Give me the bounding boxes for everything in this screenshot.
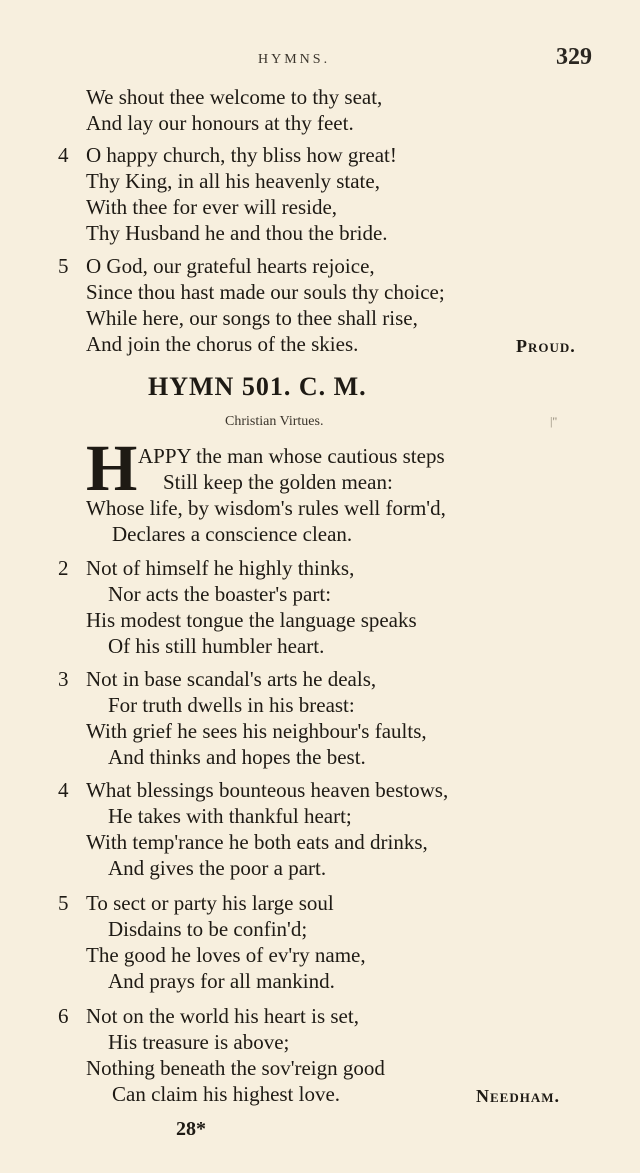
verse-line: With grief he sees his neighbour's faults, bbox=[86, 719, 427, 743]
hymn-subtitle: Christian Virtues. bbox=[225, 414, 324, 429]
page-header bbox=[0, 44, 640, 74]
running-head: HYMNS. bbox=[258, 52, 331, 67]
stanza-number: 5 bbox=[58, 254, 69, 278]
verse-line: For truth dwells in his breast: bbox=[108, 693, 355, 717]
verse-line: The good he loves of ev'ry name, bbox=[86, 943, 366, 967]
verse-line: His modest tongue the language speaks bbox=[86, 608, 417, 632]
verse-line: Declares a conscience clean. bbox=[112, 522, 353, 546]
verse-line: Can claim his highest love. bbox=[112, 1082, 341, 1106]
stanza-number: 5 bbox=[58, 891, 69, 915]
verse-line: O God, our grateful hearts rejoice, bbox=[86, 254, 375, 278]
verse-line: Thy Husband he and thou the bride. bbox=[86, 221, 388, 245]
stanza-number: 4 bbox=[58, 143, 69, 167]
verse-line: And thinks and hopes the best. bbox=[108, 745, 366, 769]
verse-line: To sect or party his large soul bbox=[86, 891, 334, 915]
hymn-title: HYMN 501. C. M. bbox=[148, 372, 367, 401]
verse-line: While here, our songs to thee shall rise, bbox=[86, 306, 418, 330]
verse-line: Thy King, in all his heavenly state, bbox=[86, 169, 380, 193]
stanza-number: 3 bbox=[58, 667, 69, 691]
verse-line: And prays for all mankind. bbox=[108, 969, 335, 993]
verse-line: Not of himself he highly thinks, bbox=[86, 556, 355, 580]
verse-line: APPY the man whose cautious steps bbox=[138, 444, 445, 468]
verse-line: O happy church, thy bliss how great! bbox=[86, 143, 397, 167]
verse-line: Still keep the golden mean: bbox=[163, 470, 393, 494]
verse-line: And gives the poor a part. bbox=[108, 856, 327, 880]
verse-line: Whose life, by wisdom's rules well form'd, bbox=[86, 496, 446, 520]
verse-line: Not in base scandal's arts he deals, bbox=[86, 667, 377, 691]
verse-line: And lay our honours at thy feet. bbox=[86, 111, 354, 135]
verse-line: Of his still humbler heart. bbox=[108, 634, 325, 658]
verse-line: With temp'rance he both eats and drinks, bbox=[86, 830, 428, 854]
stanza-number: 2 bbox=[58, 556, 69, 580]
verse-line: What blessings bounteous heaven bestows, bbox=[86, 778, 449, 802]
verse-line: Nor acts the boaster's part: bbox=[108, 582, 332, 606]
verse-line: And join the chorus of the skies. bbox=[86, 332, 359, 356]
verse-line: Nothing beneath the sov'reign good bbox=[86, 1056, 385, 1080]
verse-line: With thee for ever will reside, bbox=[86, 195, 338, 219]
verse-line: Disdains to be confin'd; bbox=[108, 917, 308, 941]
stanza-number: 6 bbox=[58, 1004, 69, 1028]
verse-line: His treasure is above; bbox=[108, 1030, 290, 1054]
verse-line: We shout thee welcome to thy seat, bbox=[86, 85, 383, 109]
stanza-number: 4 bbox=[58, 778, 69, 802]
author-attribution: Proud. bbox=[516, 336, 576, 356]
drop-cap: H bbox=[86, 432, 138, 505]
verse-line: Not on the world his heart is set, bbox=[86, 1004, 359, 1028]
printer-mark: |" bbox=[550, 414, 558, 428]
verse-line: Since thou hast made our souls thy choice; bbox=[86, 280, 445, 304]
signature-mark: 28* bbox=[176, 1118, 206, 1140]
verse-line: He takes with thankful heart; bbox=[108, 804, 352, 828]
author-attribution: Needham. bbox=[476, 1086, 560, 1106]
page-number: 329 bbox=[556, 44, 592, 70]
